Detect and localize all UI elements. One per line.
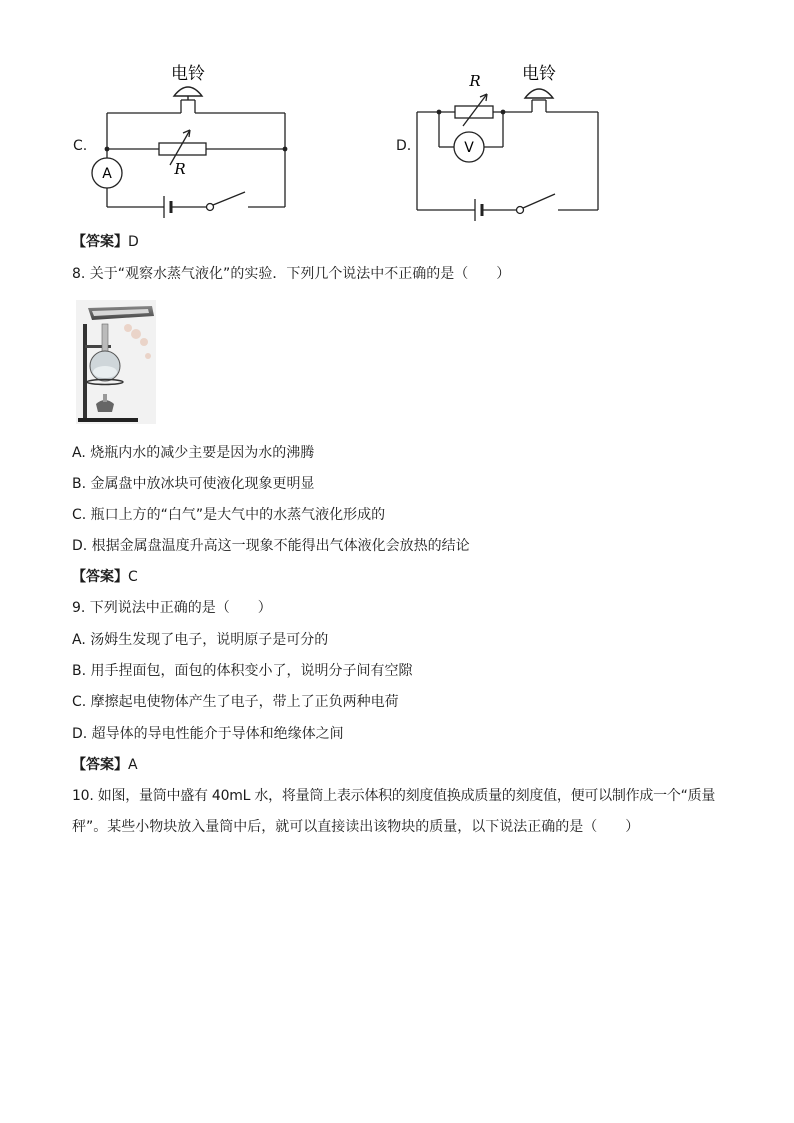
bell-label-d: 电铃 (522, 64, 556, 84)
answer-value: C (128, 569, 138, 585)
switch-icon (207, 192, 246, 211)
q9-option-d: D. 超导体的导电性能介于导体和绝缘体之间 (72, 726, 344, 742)
answer-q8 (72, 568, 138, 586)
question-10-stem-line1: 10. 如图，量筒中盛有 40mL 水，将量筒上表示体积的刻度值换成质量的刻度值，便可以制作成一个“质量 (72, 788, 716, 804)
bell-label-c: 电铃 (171, 64, 205, 84)
answer-prefix: 【答案】 (72, 234, 128, 250)
circuit-diagram-d (393, 60, 613, 225)
battery-icon (164, 196, 171, 218)
answer-prefix: 【答案】 (72, 569, 128, 585)
resistor-label-d: R (469, 72, 481, 90)
q9-option-c: C. 摩擦起电使物体产生了电子，带上了正负两种电荷 (72, 694, 399, 710)
question-10-stem-line2: 秤”。某些小物块放入量筒中后，就可以直接读出该物块的质量，以下说法正确的是（ ） (72, 819, 640, 835)
option-d-label: D. (396, 138, 412, 154)
q9-option-a: A. 汤姆生发现了电子，说明原子是可分的 (72, 632, 329, 648)
node-c-left (105, 147, 110, 152)
q8-option-b: B. 金属盘中放冰块可使液化现象更明显 (72, 476, 315, 492)
question-8-stem: 8. 关于“观察水蒸气液化”的实验．下列几个说法中不正确的是（ ） (72, 266, 511, 282)
answer-value: A (128, 757, 138, 773)
node-d-left (437, 110, 442, 115)
q9-option-b: B. 用手捏面包，面包的体积变小了，说明分子间有空隙 (72, 663, 413, 679)
circuit-d-svg (393, 60, 613, 225)
resistor-label-c: R (174, 160, 186, 178)
condensation-apparatus-icon (76, 300, 156, 424)
answer-q9 (72, 756, 138, 774)
circuit-c-svg (70, 60, 300, 220)
ammeter-label: A (102, 166, 112, 182)
question-9-stem: 9. 下列说法中正确的是（ ） (72, 600, 272, 616)
circuit-diagram-c (70, 60, 300, 220)
node-c-right (283, 147, 288, 152)
q8-option-c: C. 瓶口上方的“白气”是大气中的水蒸气液化形成的 (72, 507, 386, 523)
bell-icon (174, 87, 202, 100)
rheostat-icon (455, 94, 493, 126)
apparatus-illustration (76, 300, 156, 424)
q8-option-a: A. 烧瓶内水的减少主要是因为水的沸腾 (72, 445, 315, 461)
voltmeter-label: V (464, 140, 474, 156)
battery-icon (475, 199, 482, 221)
answer-q7 (72, 233, 139, 251)
node-d-right (501, 110, 506, 115)
answer-value: D (128, 234, 139, 250)
switch-icon (517, 194, 556, 214)
q8-option-d: D. 根据金属盘温度升高这一现象不能得出气体液化会放热的结论 (72, 538, 470, 554)
wires-d (417, 100, 598, 210)
option-c-label: C. (73, 138, 88, 154)
answer-prefix: 【答案】 (72, 757, 128, 773)
bell-icon (525, 89, 553, 98)
